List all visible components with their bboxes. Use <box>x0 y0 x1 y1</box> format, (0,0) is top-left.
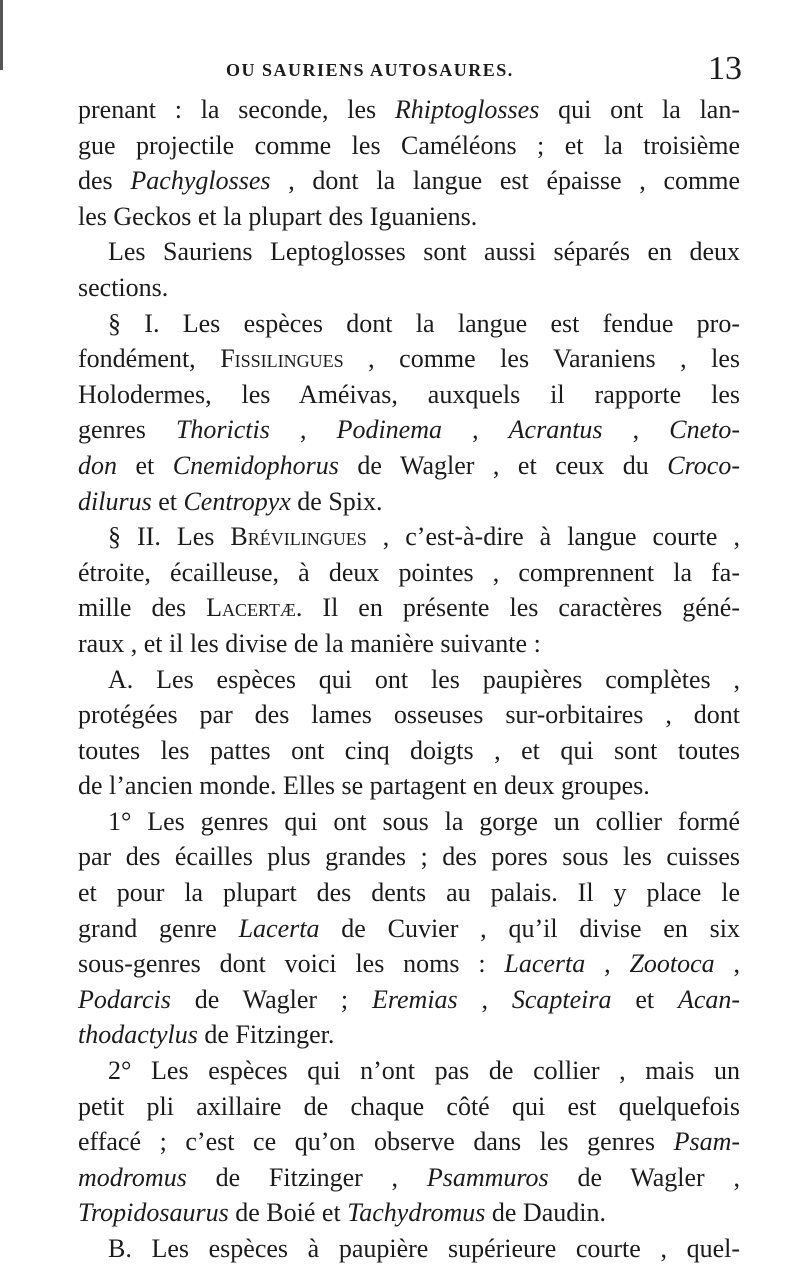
text-run: raux , et il les divise de la manière suivante : <box>78 628 541 658</box>
italic-term: Tachydromus <box>347 1198 486 1228</box>
text-line <box>78 1195 740 1231</box>
text-line <box>78 911 740 947</box>
italic-term: Podinema <box>336 415 442 445</box>
text-run: prenant : la seconde, les <box>78 95 395 124</box>
italic-term: Acrantus <box>508 415 603 445</box>
italic-term: Tropidosaurus <box>78 1198 229 1228</box>
italic-term: dilurus <box>78 486 152 516</box>
smallcaps-term: Brévilingues <box>230 522 367 552</box>
text-run: sous-genres dont voici les noms : <box>78 949 505 979</box>
text-line <box>78 555 740 591</box>
italic-term: Psammuros <box>426 1162 549 1192</box>
text-run: de Fitzinger , <box>186 1162 427 1192</box>
italic-term: don <box>78 450 117 480</box>
text-run: et <box>151 486 184 516</box>
text-run: les Geckos et la plupart des Iguaniens. <box>78 201 478 231</box>
text-run: qui ont la lan- <box>539 95 740 124</box>
text-run: et <box>611 984 678 1014</box>
text-run: de Spix. <box>290 486 383 516</box>
text-line <box>78 1160 740 1196</box>
text-run: de Cuvier , qu’il divise en six <box>319 913 741 943</box>
text-run: , comme les Varaniens , les <box>343 344 740 374</box>
smallcaps-term: Fissilingues <box>220 344 344 374</box>
text-run: , <box>714 949 740 979</box>
text-line <box>78 1124 740 1160</box>
text-line <box>78 306 740 342</box>
text-run: toutes les pattes ont cinq doigts , et qui sont toutes <box>78 735 740 765</box>
text-run: , c’est-à-dire à langue courte , <box>366 522 740 552</box>
text-run: fondément, <box>78 344 221 374</box>
text-run: genres <box>78 415 176 445</box>
text-line <box>78 163 740 199</box>
page-body <box>78 92 740 1267</box>
italic-term: Psam- <box>673 1127 740 1157</box>
text-run: des <box>78 166 131 196</box>
italic-term: Thorictis <box>175 415 270 445</box>
text-run: par des écailles plus grandes ; des pores sous les cuisses <box>78 842 740 872</box>
italic-term: Rhiptoglosses <box>394 95 540 124</box>
text-line <box>78 199 740 235</box>
text-run: de Wagler ; <box>170 984 372 1014</box>
text-run: 1° Les genres qui ont sous la gorge un collier formé <box>108 806 740 836</box>
text-line <box>78 946 740 982</box>
text-run: 2° Les espèces qui n’ont pas de collier , mais un <box>108 1056 740 1086</box>
italic-term: thodactylus <box>78 1020 198 1050</box>
text-run: petit pli axillaire de chaque côté qui est quelquefois <box>78 1091 740 1121</box>
text-line <box>78 839 740 875</box>
text-run: étroite, écailleuse, à deux pointes , comprennent la fa- <box>78 557 740 587</box>
italic-term: Pachyglosses <box>130 166 271 196</box>
italic-term: Cneto- <box>669 415 741 445</box>
text-line <box>78 804 740 840</box>
text-run: Holodermes, les Améivas, auxquels il rapporte les <box>78 379 740 409</box>
text-run: sections. <box>78 272 169 302</box>
running-head: OU SAURIENS AUTOSAURES. <box>226 60 514 80</box>
text-line <box>78 412 740 448</box>
text-line <box>78 875 740 911</box>
smallcaps-term: Lacertæ <box>206 593 296 623</box>
italic-term: Acan- <box>677 984 741 1014</box>
italic-term: Croco- <box>667 450 740 480</box>
text-run: § II. Les <box>108 522 231 552</box>
text-run: effacé ; c’est ce qu’on observe dans les genres <box>78 1127 674 1157</box>
italic-term: Zootoca <box>629 949 715 979</box>
text-line <box>78 377 740 413</box>
text-run: B. Les espèces à paupière supérieure courte , quel- <box>108 1234 740 1263</box>
text-run: de Daudin. <box>485 1198 606 1228</box>
page-number: 13 <box>708 50 742 87</box>
text-line <box>78 733 740 769</box>
text-run: de Boié et <box>228 1198 348 1228</box>
text-line <box>78 1089 740 1125</box>
text-run: § I. Les espèces dont la langue est fendue pro- <box>108 308 740 338</box>
text-run: de l’ancien monde. Elles se partagent en deux groupes. <box>78 771 650 801</box>
text-line <box>78 1017 740 1053</box>
text-line <box>78 519 740 555</box>
text-line <box>78 92 740 128</box>
italic-term: Podarcis <box>78 984 171 1014</box>
italic-term: Lacerta <box>238 913 320 943</box>
page-edge-mark <box>0 0 3 70</box>
text-run: grand genre <box>78 913 239 943</box>
text-line <box>78 590 740 626</box>
text-run: de Wagler , <box>548 1162 740 1192</box>
text-run: , <box>585 949 630 979</box>
italic-term: Lacerta <box>504 949 586 979</box>
text-run: , <box>269 415 337 445</box>
italic-term: Eremias <box>371 984 458 1014</box>
text-line <box>78 234 740 270</box>
italic-term: modromus <box>78 1162 187 1192</box>
text-run: et pour la plupart des dents au palais. Il y place le <box>78 878 740 908</box>
text-run: , <box>457 984 512 1014</box>
page-header <box>78 52 742 92</box>
text-line <box>78 626 740 662</box>
text-line <box>78 982 740 1018</box>
text-line <box>78 484 740 520</box>
italic-term: Scapteira <box>511 984 612 1014</box>
text-line <box>78 270 740 306</box>
text-line <box>78 448 740 484</box>
text-run: protégées par des lames osseuses sur-orbitaires , dont <box>78 700 740 730</box>
text-run: , <box>441 415 509 445</box>
text-run: , <box>602 415 670 445</box>
text-run: . Il en présente les caractères géné- <box>295 593 741 623</box>
text-run: et <box>117 450 173 480</box>
text-run: de Fitzinger. <box>197 1020 335 1050</box>
italic-term: Cnemidophorus <box>172 450 339 480</box>
text-line <box>78 1231 740 1267</box>
text-line <box>78 768 740 804</box>
text-run: mille des <box>78 593 207 623</box>
text-run: de Wagler , et ceux du <box>338 450 668 480</box>
text-line <box>78 341 740 377</box>
text-run: , dont la langue est épaisse , comme <box>270 166 741 196</box>
text-line <box>78 662 740 698</box>
italic-term: Centropyx <box>183 486 291 516</box>
text-run: gue projectile comme les Caméléons ; et la troisième <box>78 130 740 160</box>
text-line <box>78 697 740 733</box>
text-line <box>78 1053 740 1089</box>
text-run: Les Sauriens Leptoglosses sont aussi séparés en deux <box>108 237 740 267</box>
text-line <box>78 128 740 164</box>
text-run: A. Les espèces qui ont les paupières complètes , <box>108 664 740 694</box>
